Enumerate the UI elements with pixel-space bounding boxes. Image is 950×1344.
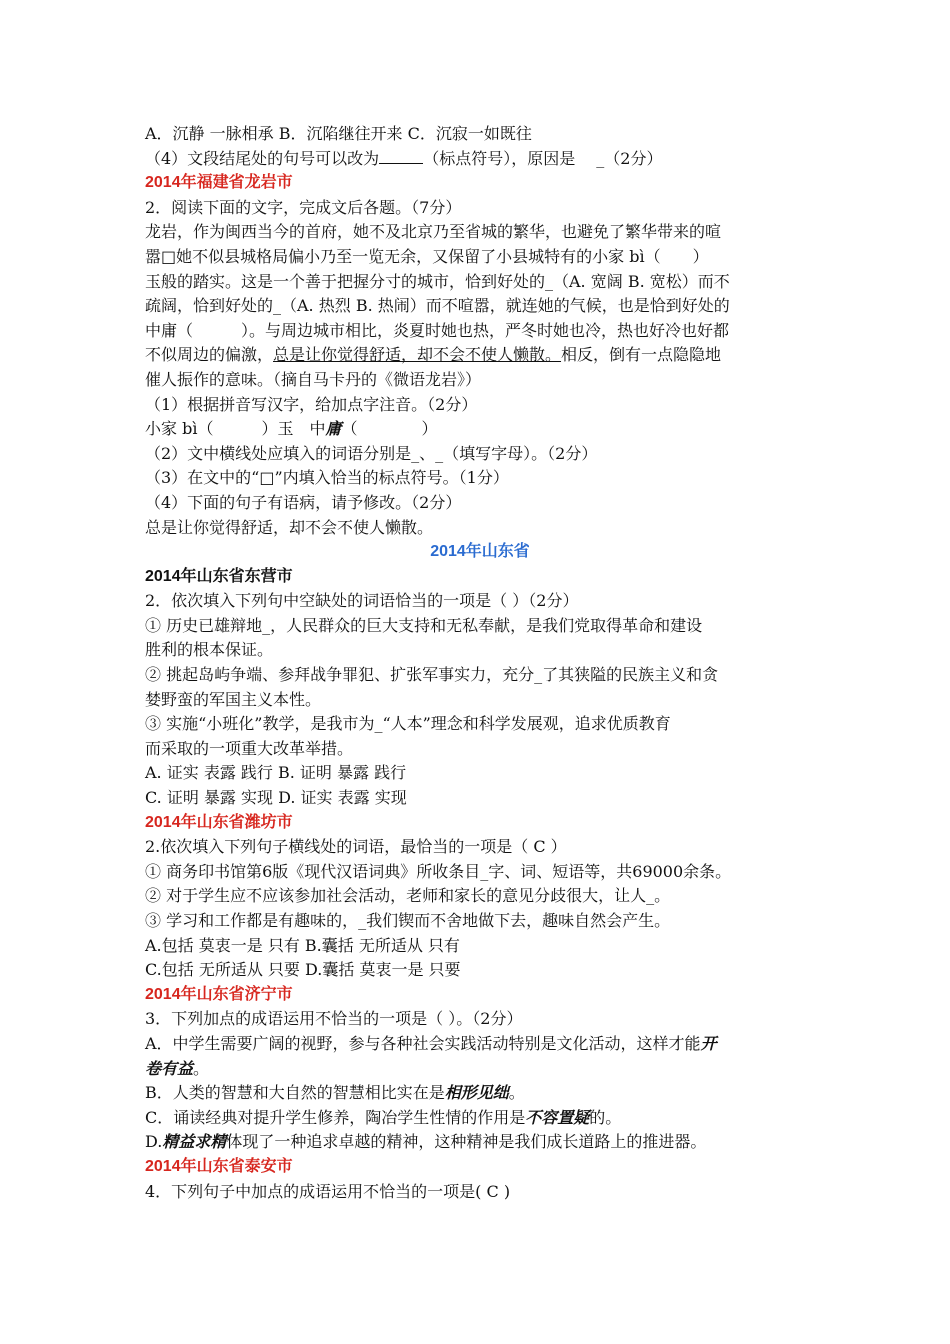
text-span: 。 (508, 1083, 525, 1103)
text-line: （1）根据拼音写汉字，给加点字注音。（2分） (145, 394, 478, 414)
dotted-character: 庸 (325, 419, 342, 439)
text-span: 小家 bì（ ）玉 中 (145, 419, 326, 439)
text-line: ③ 实施“小班化”教学，是我市为_“人本”理念和科学发展观，追求优质教育 (145, 714, 671, 734)
text-span: 相反，倒有一点隐隐地 (561, 345, 722, 365)
text-line: 3．下列加点的成语运用不恰当的一项是（ ）。（2分） (145, 1009, 523, 1029)
text-span: （ ） (341, 419, 438, 439)
text-line: 玉般的踏实。这是一个善于把握分寸的城市，恰到好处的_（A. 宽阔 B. 宽松）而不 (145, 271, 730, 291)
text-span: （4）文段结尾处的句号可以改为 (145, 148, 380, 168)
section-heading: 2014年山东省潍坊市 (145, 813, 293, 831)
text-line: （4）下面的句子有语病，请予修改。（2分） (145, 492, 462, 512)
text-line: A．沉静 一脉相承 B．沉陷继往开来 C．沉寂一如既往 (145, 124, 532, 143)
text-line (145, 1106, 815, 1131)
text-line: 2．阅读下面的文字，完成文后各题。（7分） (145, 197, 462, 217)
text-line: 中庸（ ）。与周边城市相比，炎夏时她也热，严冬时她也冷，热也好冷也好都 (145, 320, 730, 340)
text-span: 。 (193, 1058, 210, 1078)
text-line: ② 对于学生应不应该参加社会活动，老师和家长的意见分歧很大，让人_。 (145, 886, 671, 906)
text-line (145, 417, 815, 442)
text-line (145, 1081, 815, 1106)
text-line: （3）在文中的“□”内填入恰当的标点符号。（1分） (145, 468, 509, 488)
text-line: 总是让你觉得舒适，却不会不使人懒散。 (145, 517, 434, 537)
text-line (145, 343, 815, 368)
text-span: （2分） (604, 148, 663, 168)
text-span: 不似周边的偏激， (145, 345, 274, 365)
section-heading: 2014年山东省济宁市 (145, 985, 293, 1003)
text-span: A．中学生需要广阔的视野，参与各种社会实践活动特别是文化活动，这样才能 (145, 1033, 701, 1053)
text-line: 嚣□她不似县城格局偏小乃至一览无余，又保留了小县城特有的小家 bì（ ） (145, 246, 709, 266)
underlined-sentence: 总是让你觉得舒适，却不会不使人懒散。 (273, 345, 562, 365)
text-line: （2）文中横线处应填入的词语分别是_、_（填写字母）。（2分） (145, 443, 598, 463)
text-line: 催人振作的意味。（摘自马卡丹的《微语龙岩》） (145, 369, 482, 389)
text-line: C. 证明 暴露 实现 D. 证实 表露 实现 (145, 788, 407, 808)
section-heading: 2014年山东省泰安市 (145, 1157, 293, 1175)
text-line: 龙岩，作为闽西当今的首府，她不及北京乃至省城的繁华，也避免了繁华带来的喧 (145, 222, 722, 242)
section-heading: 2014年山东省东营市 (145, 567, 293, 585)
text-line: 4．下列句子中加点的成语运用不恰当的一项是( C ) (145, 1181, 511, 1201)
marked-idiom: 不容置疑 (525, 1107, 590, 1127)
section-heading: 2014年福建省龙岩市 (145, 174, 293, 192)
spacer: _ (575, 148, 605, 168)
answer-blank (379, 149, 423, 164)
text-line: ① 商务印书馆第6版《现代汉语词典》所收条目_字、词、短语等，共69000余条。 (145, 861, 732, 881)
text-line (145, 1032, 815, 1057)
marked-idiom: 卷有益 (145, 1058, 194, 1078)
province-heading: 2014年山东省 (430, 543, 530, 561)
text-line: A.包括 莫衷一是 只有 B.囊括 无所适从 只有 (145, 935, 460, 955)
text-line: ② 挑起岛屿争端、参拜战争罪犯、扩张军事实力，充分_了其狭隘的民族主义和贪 (145, 665, 719, 685)
text-line: 而采取的一项重大改革举措。 (145, 738, 354, 758)
text-span: 体现了一种追求卓越的精神，这种精神是我们成长道路上的推进器。 (226, 1132, 707, 1152)
text-line (145, 1130, 815, 1155)
text-span: B．人类的智慧和大自然的智慧相比实在是 (145, 1083, 445, 1103)
text-span: 的。 (589, 1107, 622, 1127)
text-line: 疏阔，恰到好处的_（A. 热烈 B. 热闹）而不喧嚣，就连她的气候，也是恰到好处的 (145, 296, 730, 316)
marked-idiom: 开 (700, 1033, 717, 1053)
marked-idiom: 精益求精 (162, 1132, 227, 1152)
text-span: （标点符号），原因是 (423, 148, 576, 168)
text-line: ① 历史已雄辩地_，人民群众的巨大支持和无私奉献，是我们党取得革命和建设 (145, 615, 703, 635)
text-span: D. (145, 1132, 163, 1152)
text-span: C．诵读经典对提升学生修养，陶冶学生性情的作用是 (145, 1107, 526, 1127)
text-line: 2．依次填入下列句中空缺处的词语恰当的一项是（ ）（2分） (145, 591, 579, 611)
text-line: 2.依次填入下列句子横线处的词语，最恰当的一项是（ C ） (145, 837, 567, 857)
text-line: ③ 学习和工作都是有趣味的，_我们锲而不舍地做下去，趣味自然会产生。 (145, 911, 671, 930)
text-line (145, 1057, 815, 1082)
text-line: C.包括 无所适从 只要 D.囊括 莫衷一是 只要 (145, 960, 461, 980)
document-page (145, 122, 815, 1204)
marked-idiom: 相形见绌 (444, 1083, 509, 1103)
text-line: 婪野蛮的军国主义本性。 (145, 689, 322, 709)
text-line: 胜利的根本保证。 (145, 640, 274, 660)
text-line (145, 147, 815, 172)
text-line: A. 证实 表露 践行 B. 证明 暴露 践行 (145, 763, 407, 783)
